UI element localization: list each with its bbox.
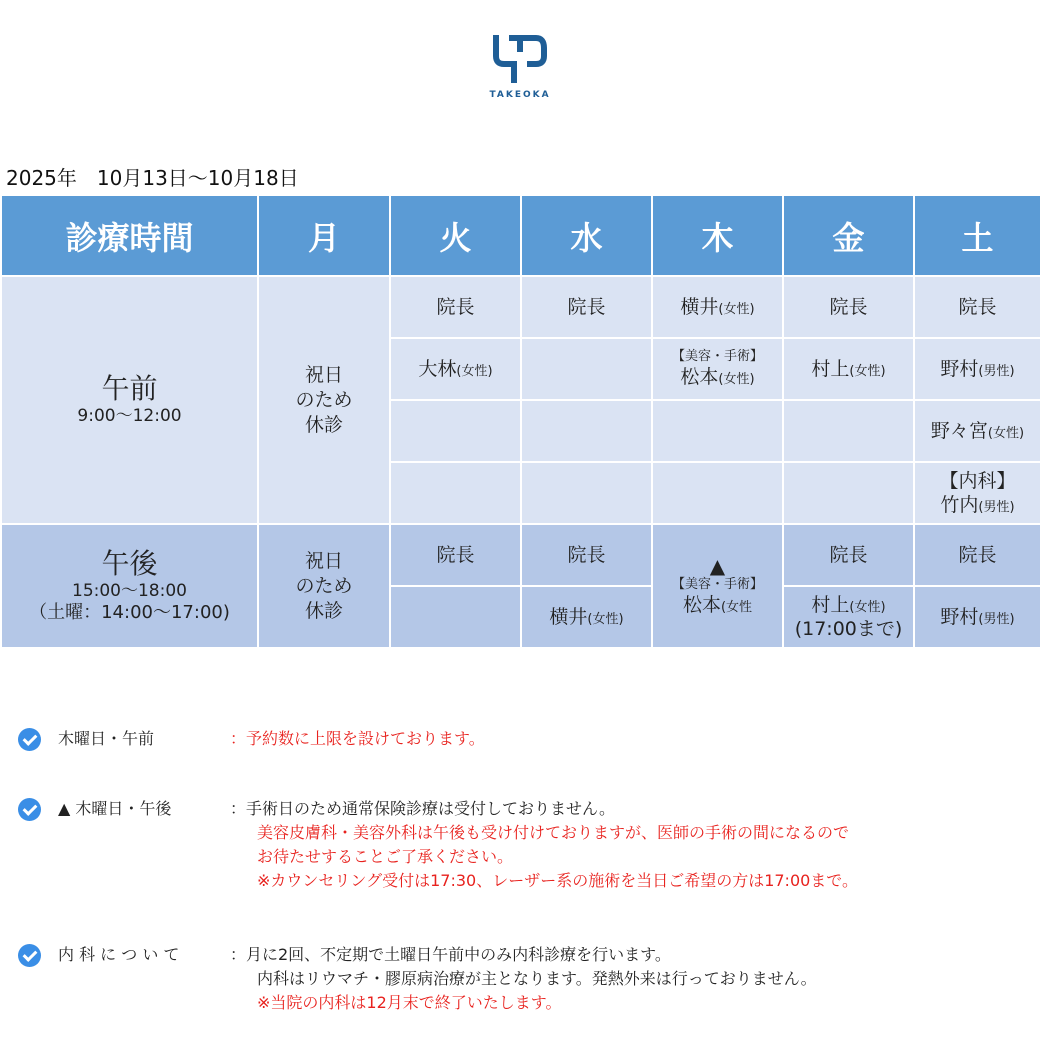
doctor-name: 野村	[940, 606, 979, 628]
doctor-name: 野々宮	[930, 420, 988, 442]
am-row-1	[1, 276, 1040, 338]
closed-line: のため	[295, 574, 353, 597]
note-body	[230, 797, 858, 893]
am-thu-1	[652, 276, 783, 338]
doctor-name: 横井	[680, 296, 719, 318]
pm-wed-2	[521, 586, 652, 648]
logo-text: TAKEOKA	[489, 90, 551, 100]
note-line: 美容皮膚科・美容外科は午後も受け付けておりますが、医師の手術の間になるので	[257, 823, 850, 842]
pm-time: 15:00～18:00	[72, 581, 187, 601]
pm-wed-1	[521, 524, 652, 586]
note-label: 内 科 に つ い て	[58, 945, 180, 964]
doctor-name: 竹内	[940, 494, 979, 516]
header-day-fri: 金	[783, 195, 914, 276]
am-thu-2	[652, 338, 783, 400]
pm-sat-1	[914, 524, 1040, 586]
am-tue-3	[390, 400, 521, 462]
doctor-name: 院長	[567, 296, 606, 318]
closed-line: 祝日	[304, 363, 343, 386]
note-line: ：月に2回、不定期で土曜日午前中のみ内科診療を行います。	[230, 945, 671, 964]
note-label: 木曜日・午前	[58, 729, 155, 748]
doctor-name: 村上	[811, 358, 850, 380]
check-circle-icon	[18, 944, 41, 967]
pm-tue-2	[390, 586, 521, 648]
doctor-note: (女性)	[456, 364, 493, 379]
doctor-extra: (17:00まで)	[794, 618, 903, 640]
am-tue-2	[390, 338, 521, 400]
doctor-name: 院長	[958, 296, 997, 318]
doctor-name: 院長	[829, 544, 868, 566]
doctor-name: 横井	[549, 606, 588, 628]
am-tue-4	[390, 462, 521, 524]
doctor-name: 松本	[680, 366, 719, 388]
note-line: ：予約数に上限を設けております。	[230, 729, 485, 748]
pm-label: 午後	[101, 547, 158, 580]
closed-line: のため	[295, 388, 353, 411]
header-day-sat: 土	[914, 195, 1040, 276]
doctor-note: (女性	[720, 600, 753, 615]
am-label: 午前	[101, 372, 158, 405]
header-day-wed: 水	[521, 195, 652, 276]
doctor-name: 松本	[682, 594, 721, 616]
pm-thu	[652, 524, 783, 648]
doctor-name: 村上	[811, 594, 850, 616]
check-circle-icon	[18, 798, 41, 821]
pm-slot	[1, 524, 258, 648]
doctor-note: (女性)	[718, 372, 755, 387]
closed-line: 休診	[304, 413, 343, 436]
doctor-name: 院長	[567, 544, 606, 566]
header-time: 診療時間	[1, 195, 258, 276]
note-line: お待たせすることご了承ください。	[257, 847, 514, 866]
doctor-note: (女性)	[849, 600, 886, 615]
doctor-name: 大林	[418, 358, 457, 380]
am-fri-4	[783, 462, 914, 524]
doctor-name: 院長	[436, 296, 475, 318]
doctor-tag: 【美容・手術】	[671, 349, 763, 364]
am-sat-2	[914, 338, 1040, 400]
closed-line: 祝日	[304, 549, 343, 572]
pm-sat-2	[914, 586, 1040, 648]
header-day-thu: 木	[652, 195, 783, 276]
check-circle-icon	[18, 728, 41, 751]
doctor-name: 野村	[940, 358, 979, 380]
am-fri-1	[783, 276, 914, 338]
am-sat-4	[914, 462, 1040, 524]
doctor-tag: 【美容・手術】	[671, 577, 763, 592]
pm-time-sat: （土曜：14:00～17:00)	[29, 602, 230, 623]
am-wed-2	[521, 338, 652, 400]
am-tue-1	[390, 276, 521, 338]
closed-line: 休診	[304, 599, 343, 622]
am-thu-4	[652, 462, 783, 524]
doctor-note: (男性)	[978, 364, 1015, 379]
am-fri-2	[783, 338, 914, 400]
am-wed-3	[521, 400, 652, 462]
note-body	[230, 943, 817, 1015]
am-time: 9:00～12:00	[77, 406, 182, 426]
note-line: ※カウンセリング受付は17:30、レーザー系の施術を当日ご希望の方は17:00まで。	[257, 871, 858, 890]
note-line: ※当院の内科は12月末で終了いたします。	[257, 993, 562, 1012]
doctor-note: (女性)	[849, 364, 886, 379]
doctor-tag: 【内科】	[939, 470, 1016, 492]
header-day-tue: 火	[390, 195, 521, 276]
header-day-mon: 月	[258, 195, 390, 276]
doctor-name: 院長	[436, 544, 475, 566]
am-thu-3	[652, 400, 783, 462]
note-label: ▲ 木曜日・午後	[58, 799, 172, 818]
pm-mon-closed	[258, 524, 390, 648]
doctor-note: (女性)	[987, 426, 1025, 441]
pm-fri-1	[783, 524, 914, 586]
am-slot	[1, 276, 258, 524]
note-line: 内科はリウマチ・膠原病治療が主となります。発熱外来は行っておりません。	[257, 969, 817, 988]
doctor-name: 院長	[958, 544, 997, 566]
doctor-note: (男性)	[978, 612, 1015, 627]
pm-fri-2	[783, 586, 914, 648]
takeoka-logo-mark	[490, 34, 550, 84]
am-wed-4	[521, 462, 652, 524]
header-row	[1, 195, 1040, 276]
doctor-note: (女性)	[587, 612, 624, 627]
note-body	[230, 727, 485, 751]
date-range: 2025年 10月13日～10月18日	[6, 166, 299, 190]
am-mon-closed	[258, 276, 390, 524]
am-fri-3	[783, 400, 914, 462]
doctor-note: (女性)	[718, 302, 755, 317]
clinic-logo	[0, 34, 1040, 100]
am-sat-1	[914, 276, 1040, 338]
doctor-name: 院長	[829, 296, 868, 318]
doctor-note: (男性)	[978, 500, 1015, 515]
schedule-table	[0, 194, 1040, 649]
pm-row-1	[1, 524, 1040, 586]
pm-tue-1	[390, 524, 521, 586]
note-line: ：手術日のため通常保険診療は受付しておりません。	[230, 799, 615, 818]
am-sat-3	[914, 400, 1040, 462]
triangle-mark: ▲	[709, 554, 726, 578]
am-wed-1	[521, 276, 652, 338]
